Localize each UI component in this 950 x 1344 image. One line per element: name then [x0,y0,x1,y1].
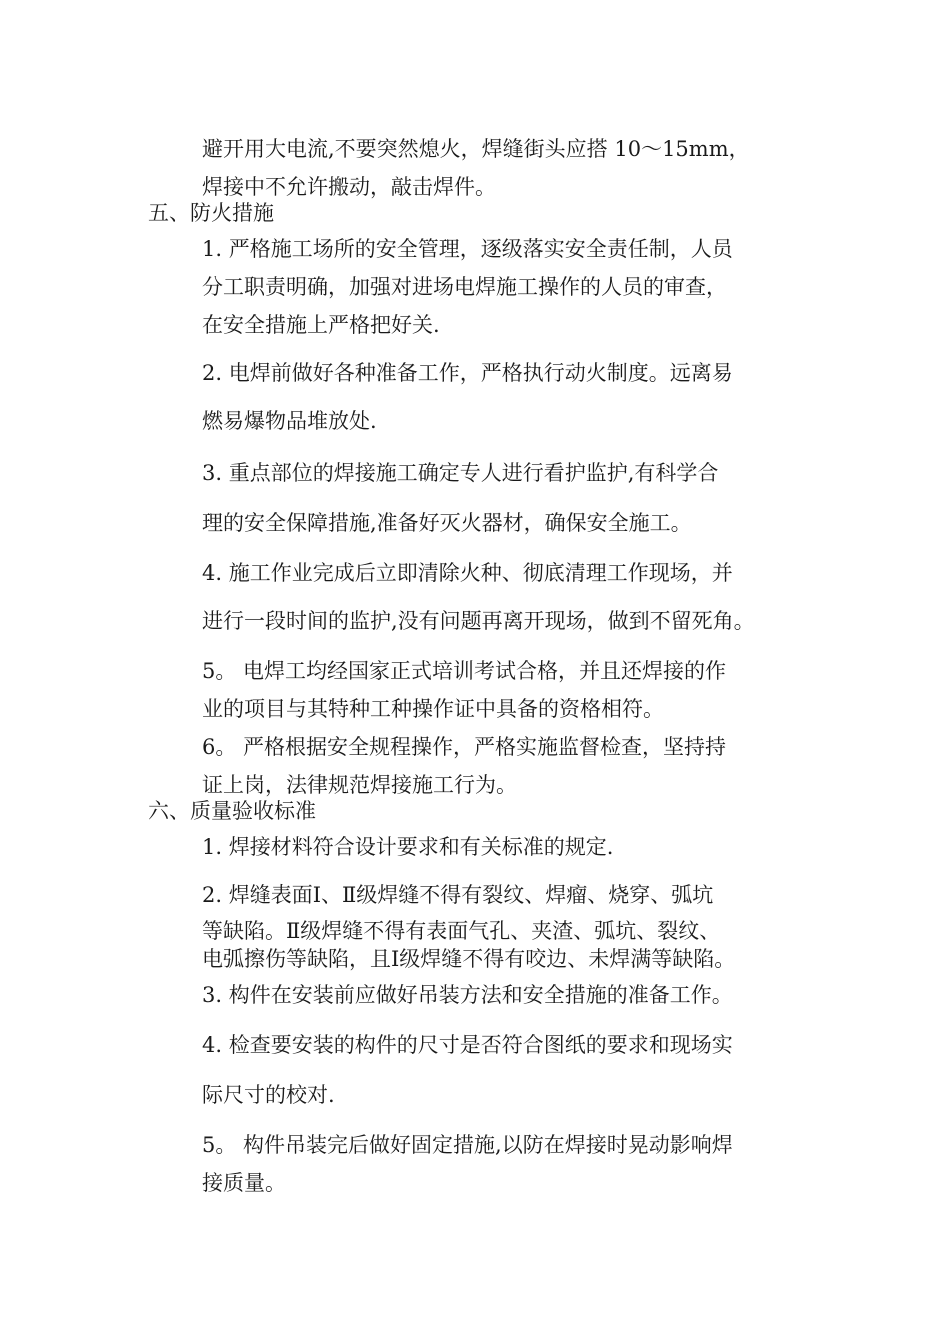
s6-item-2-line-1: 2. 焊缝表面Ⅰ、Ⅱ级焊缝不得有裂纹、焊瘤、烧穿、弧坑 [202,883,714,907]
s5-item-6-line-1: 6。 严格根据安全规程操作，严格实施监督检查，坚持持 [202,735,727,759]
s5-item-1-line-2: 分工职责明确，加强对进场电焊施工操作的人员的审查， [202,275,727,299]
s6-item-2-line-3: 电弧擦伤等缺陷，且Ⅰ级焊缝不得有咬边、未焊满等缺陷。 [202,947,736,971]
s5-item-2-line-1: 2. 电焊前做好各种准备工作，严格执行动火制度。远离易 [202,361,733,385]
section-5-heading: 五、防火措施 [148,201,274,225]
section-6-heading: 六、质量验收标准 [148,799,316,823]
s6-item-3-line-1: 3. 构件在安装前应做好吊装方法和安全措施的准备工作。 [202,983,733,1007]
s5-item-4-line-2: 进行一段时间的监护,没有问题再离开现场，做到不留死角。 [202,609,755,633]
s6-item-1-line-1: 1. 焊接材料符合设计要求和有关标准的规定. [202,835,614,859]
s5-item-5-line-1: 5。 电焊工均经国家正式培训考试合格，并且还焊接的作 [202,659,727,683]
s5-item-3-line-1: 3. 重点部位的焊接施工确定专人进行看护监护,有科学合 [202,461,719,485]
s5-item-5-line-2: 业的项目与其特种工种操作证中具备的资格相符。 [202,697,664,721]
s6-item-4-line-1: 4. 检查要安装的构件的尺寸是否符合图纸的要求和现场实 [202,1033,733,1057]
s6-item-5-line-2: 接质量。 [202,1171,286,1195]
intro-line-1: 避开用大电流,不要突然熄火，焊缝街头应搭 10～15mm， [202,137,750,161]
s6-item-4-line-2: 际尺寸的校对. [202,1083,335,1107]
s6-item-5-line-1: 5。 构件吊装完后做好固定措施,以防在焊接时晃动影响焊 [202,1133,733,1157]
intro-line-2: 焊接中不允许搬动，敲击焊件。 [202,175,496,199]
s5-item-6-line-2: 证上岗，法律规范焊接施工行为。 [202,773,517,797]
s5-item-3-line-2: 理的安全保障措施,准备好灭火器材，确保安全施工。 [202,511,692,535]
s5-item-1-line-1: 1. 严格施工场所的安全管理，逐级落实安全责任制，人员 [202,237,733,261]
s5-item-1-line-3: 在安全措施上严格把好关. [202,313,440,337]
s5-item-2-line-2: 燃易爆物品堆放处. [202,409,377,433]
s5-item-4-line-1: 4. 施工作业完成后立即清除火种、彻底清理工作现场，并 [202,561,733,585]
s6-item-2-line-2: 等缺陷。Ⅱ级焊缝不得有表面气孔、夹渣、弧坑、裂纹、 [202,919,721,943]
